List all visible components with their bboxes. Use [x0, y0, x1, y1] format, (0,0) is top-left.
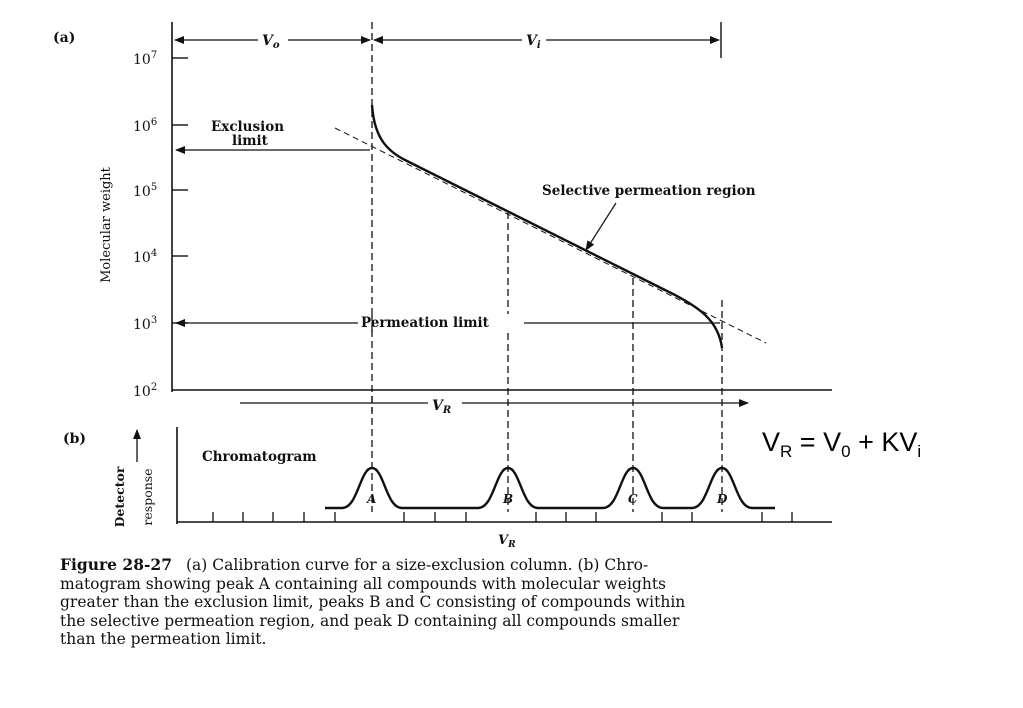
panel-b-label: (b): [63, 431, 87, 447]
exclusion-label-line1: Exclusion: [211, 119, 285, 135]
y-axis-title: Molecular weight: [99, 167, 114, 283]
caption-line-2: matogram showing peak A containing all compounds with molecular weights: [60, 574, 667, 593]
exclusion-label-line2: limit: [232, 133, 268, 149]
panel-b-x-ticks: [213, 512, 792, 522]
vi-label: $V_i$: [526, 33, 541, 51]
figure-label: Figure 28-27: [60, 555, 172, 574]
caption-line-1: Figure 28-27 (a) Calibration curve for a size-exclusion column. (b) Chro-: [60, 555, 649, 574]
caption-line-3: greater than the exclusion limit, peaks B and C consisting of compounds within: [60, 593, 686, 611]
caption-line-4: the selective permeation region, and peak D containing all compounds smaller: [60, 611, 680, 630]
selective-permeation-label: Selective permeation region: [542, 183, 756, 199]
y-tick-label-1e5: $10^5$: [133, 182, 158, 200]
retention-volume-equation: $V_R = V_0 + KV_i$: [762, 427, 922, 461]
v0-label: $V_o$: [262, 33, 280, 51]
chromatogram-title: Chromatogram: [202, 449, 317, 465]
vr-label-a: $V_R$: [432, 398, 452, 416]
y-axis-ticks: [172, 58, 188, 323]
y-tick-label-1e2: $10^2$: [133, 382, 158, 400]
y-tick-label-1e6: $10^6$: [133, 117, 158, 135]
peak-label-b: B: [503, 492, 514, 506]
caption-line-5: than the permeation limit.: [60, 630, 267, 648]
peak-label-a: A: [367, 492, 377, 506]
selective-permeation-pointer: [586, 203, 616, 250]
y-tick-label-1e3: $10^3$: [133, 315, 158, 333]
peak-label-d: D: [717, 492, 728, 506]
peak-label-c: C: [628, 492, 638, 506]
figure-caption: [60, 556, 910, 649]
peak-guide-lines: [372, 22, 722, 512]
detector-axis-line2: response: [140, 468, 155, 526]
chromatogram-trace: [325, 468, 775, 508]
detector-axis-line1: Detector: [112, 466, 127, 528]
calibration-curve: [372, 105, 722, 348]
y-tick-label-1e7: $10^7$: [133, 50, 158, 68]
permeation-limit-label: Permeation limit: [361, 315, 489, 331]
y-tick-label-1e4: $10^4$: [133, 248, 158, 266]
panel-a-label: (a): [53, 30, 76, 46]
vr-label-b: $V_R$: [498, 533, 516, 550]
